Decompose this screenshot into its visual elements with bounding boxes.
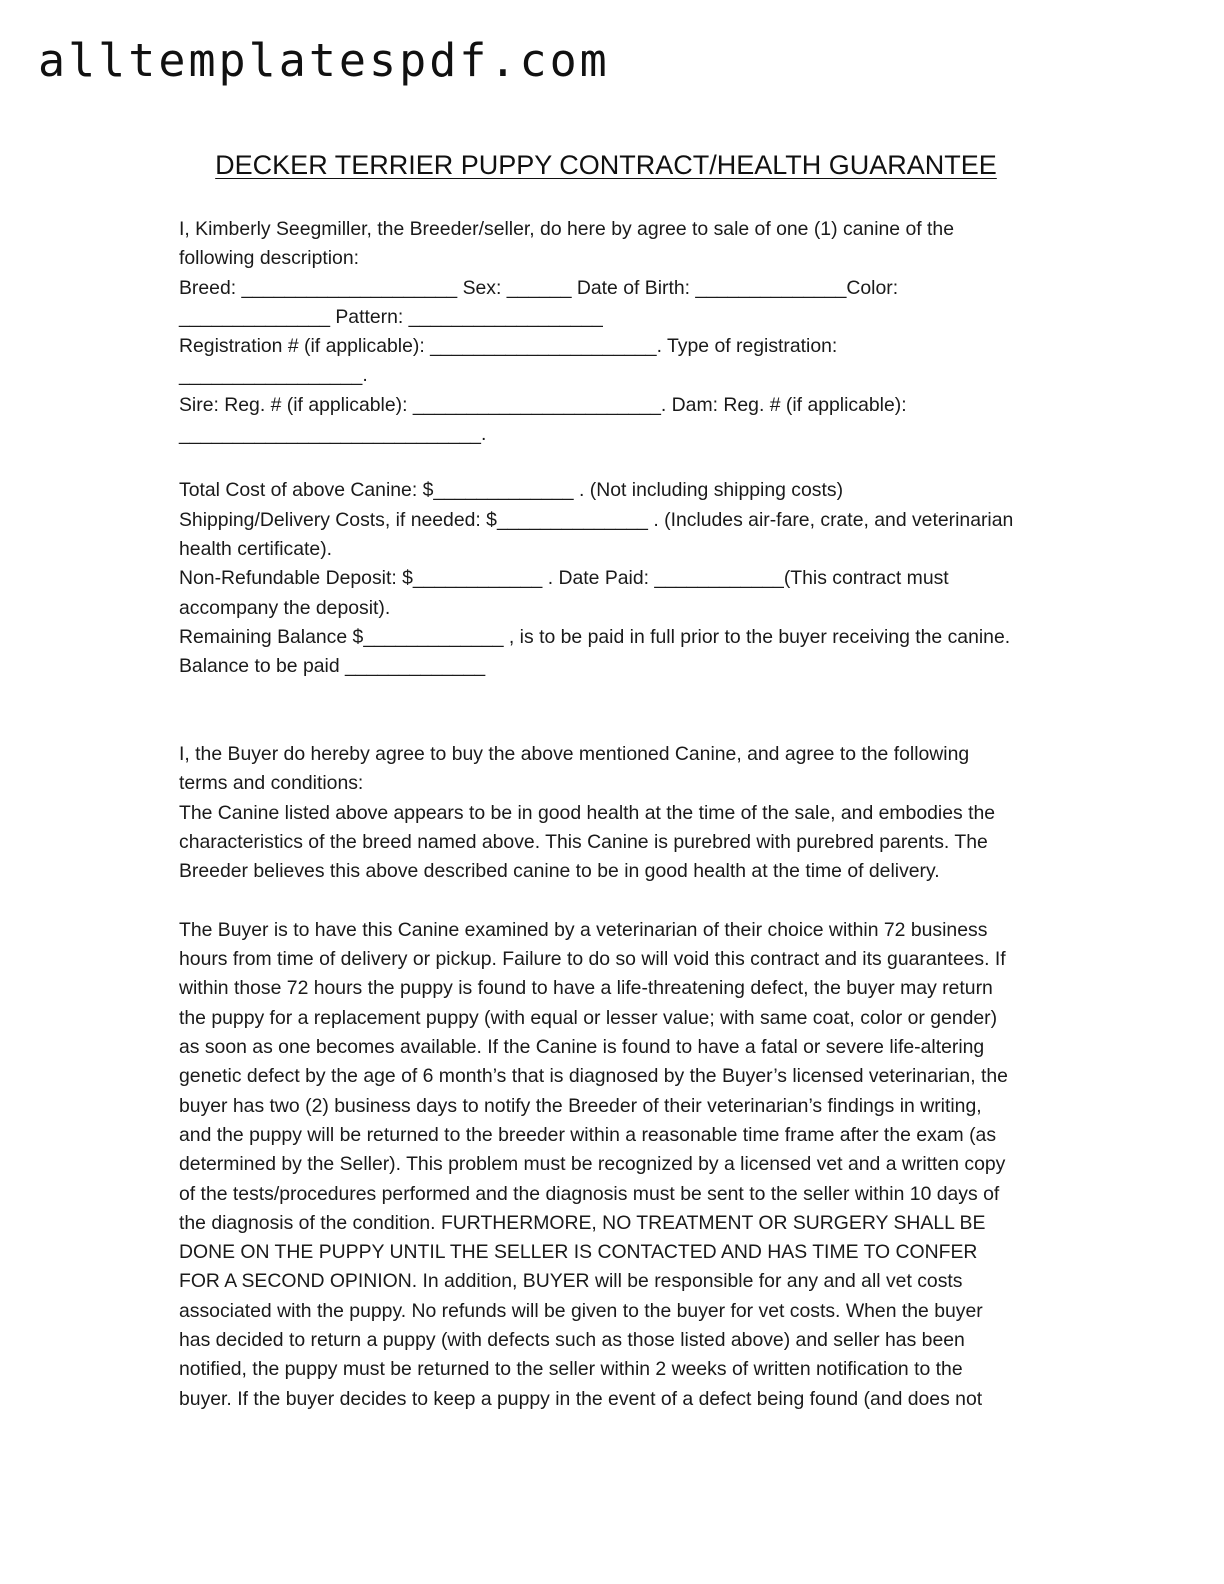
registration-line: Registration # (if applicable): _____________________. Type of registration: [179, 335, 838, 358]
buyer-paragraph-line: The Canine listed above appears to be in good health at the time of the sale, and embodies the [179, 801, 996, 824]
guarantee-paragraph-line: notified, the puppy must be returned to the seller within 2 weeks of written notification to the [179, 1358, 963, 1381]
registration-type-line: _________________. [179, 364, 368, 387]
deposit-line: Non-Refundable Deposit: $____________ . Date Paid: ____________(This contract must [179, 567, 949, 590]
deposit-line-cont: accompany the deposit). [179, 596, 391, 619]
balance-due-line: Balance to be paid _____________ [179, 655, 486, 678]
guarantee-paragraph-line: and the puppy will be returned to the breeder within a reasonable time frame after the exam (as [179, 1123, 997, 1146]
guarantee-paragraph-line: of the tests/procedures performed and the diagnosis must be sent to the seller within 10 days of [179, 1182, 1000, 1205]
guarantee-paragraph-line: The Buyer is to have this Canine examined by a veterinarian of their choice within 72 business [179, 918, 988, 941]
guarantee-paragraph-line: the diagnosis of the condition. FURTHERMORE, NO TREATMENT OR SURGERY SHALL BE [179, 1211, 986, 1234]
guarantee-paragraph-line: as soon as one becomes available. If the Canine is found to have a fatal or severe life-altering [179, 1036, 985, 1059]
guarantee-paragraph-line: determined by the Seller). This problem must be recognized by a licensed vet and a written copy [179, 1153, 1006, 1176]
buyer-section [179, 740, 1049, 886]
guarantee-paragraph-line: buyer. If the buyer decides to keep a puppy in the event of a defect being found (and does not [179, 1387, 983, 1410]
guarantee-section [179, 916, 1049, 1414]
buyer-paragraph-line: terms and conditions: [179, 772, 364, 795]
site-watermark: alltemplatespdf.com [38, 34, 610, 87]
guarantee-paragraph-line: within those 72 hours the puppy is found to have a life-threatening defect, the buyer may return [179, 977, 993, 1000]
guarantee-paragraph-line: FOR A SECOND OPINION. In addition, BUYER will be responsible for any and all vet costs [179, 1270, 963, 1293]
color-pattern-line: ______________ Pattern: __________________ [179, 305, 603, 328]
sale-line: following description: [179, 247, 359, 270]
shipping-cost-line-cont: health certificate). [179, 537, 333, 560]
document-title: DECKER TERRIER PUPPY CONTRACT/HEALTH GUARANTEE [215, 150, 997, 180]
cost-section [179, 476, 1049, 681]
dam-reg-line: ____________________________. [179, 423, 487, 446]
sale-section [179, 215, 1049, 449]
shipping-cost-line: Shipping/Delivery Costs, if needed: $______________ . (Includes air-fare, crate, and veterinarian [179, 508, 1014, 531]
guarantee-paragraph-line: genetic defect by the age of 6 month’s that is diagnosed by the Buyer’s licensed veterinarian, the [179, 1065, 1008, 1088]
sale-line: I, Kimberly Seegmiller, the Breeder/seller, do here by agree to sale of one (1) canine of the [179, 218, 954, 240]
buyer-paragraph-line: characteristics of the breed named above. This Canine is purebred with purebred parents. The [179, 830, 988, 853]
guarantee-paragraph-line: associated with the puppy. No refunds will be given to the buyer for vet costs. When the buyer [179, 1299, 983, 1322]
buyer-paragraph-line: I, the Buyer do hereby agree to buy the above mentioned Canine, and agree to the following [179, 743, 970, 766]
guarantee-paragraph-line: hours from time of delivery or pickup. Failure to do so will void this contract and its guarantees. If [179, 948, 1006, 971]
document-body [179, 215, 1049, 1414]
sire-dam-line: Sire: Reg. # (if applicable): _______________________. Dam: Reg. # (if applicable): [179, 393, 907, 416]
remaining-balance-line: Remaining Balance $_____________ , is to be paid in full prior to the buyer receiving the canine. [179, 625, 1011, 648]
total-cost-line: Total Cost of above Canine: $_____________ . (Not including shipping costs) [179, 479, 844, 502]
guarantee-paragraph-line: has decided to return a puppy (with defects such as those listed above) and seller has been [179, 1328, 965, 1351]
guarantee-paragraph-line: the puppy for a replacement puppy (with equal or lesser value; with same coat, color or gender) [179, 1006, 998, 1029]
buyer-paragraph-line: Breeder believes this above described canine to be in good health at the time of delivery. [179, 860, 940, 883]
breed-sex-dob-line: Breed: ____________________ Sex: ______ Date of Birth: ______________Color: [179, 276, 899, 299]
guarantee-paragraph-line: DONE ON THE PUPPY UNTIL THE SELLER IS CONTACTED AND HAS TIME TO CONFER [179, 1241, 978, 1264]
guarantee-paragraph-line: buyer has two (2) business days to notify the Breeder of their veterinarian’s findings in writing, [179, 1094, 982, 1117]
